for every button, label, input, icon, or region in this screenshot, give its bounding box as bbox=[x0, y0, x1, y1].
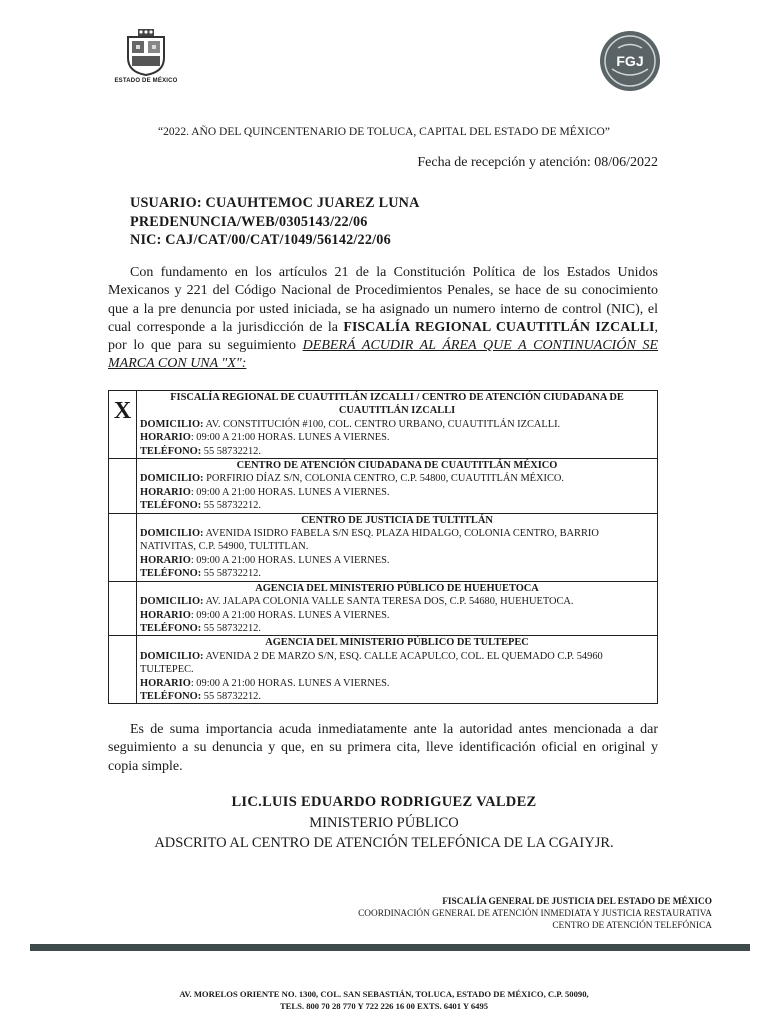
address-line1: AV. MORELOS ORIENTE NO. 1300, COL. SAN SEBASTIÁN, TOLUCA, ESTADO DE MÉXICO, C.P. 50090, bbox=[179, 989, 589, 999]
office-address bbox=[140, 595, 654, 608]
office-phone-label: TELÉFONO: bbox=[140, 622, 202, 634]
office-address bbox=[140, 527, 654, 554]
office-hours-label: HORARIO bbox=[140, 486, 191, 498]
office-hours-value: : 09:00 A 21:00 HORAS. LUNES A VIERNES. bbox=[190, 554, 390, 566]
office-phone bbox=[140, 445, 654, 458]
instruction-underlined: DEBERÁ ACUDIR AL ÁREA QUE A CONTINUACIÓN SE MARCA CON UNA "X": bbox=[108, 338, 658, 372]
office-phone bbox=[140, 690, 654, 703]
office-hours-value: : 09:00 A 21:00 HORAS. LUNES A VIERNES. bbox=[190, 486, 390, 498]
intro-text: Con fundamento en los artículos 21 de la Constitución Política de los Estados Unidos Mexicanos y 221 del Código Nacional de Procedimientos Penales, se hace de su conocimiento que a la pre denuncia por usted iniciada, se ha asignado un numero interno de control (NIC), el cual corresponde a la jurisdicción de la bbox=[108, 265, 658, 335]
footer-org-line1: FISCALÍA GENERAL DE JUSTICIA DEL ESTADO DE MÉXICO bbox=[442, 897, 712, 907]
office-info bbox=[137, 581, 658, 636]
office-phone-label: TELÉFONO: bbox=[140, 690, 202, 702]
footer-organization bbox=[358, 896, 712, 932]
office-phone-value: 55 58732212. bbox=[201, 568, 261, 580]
office-address-label: DOMICILIO: bbox=[140, 596, 204, 608]
office-hours bbox=[140, 486, 654, 499]
office-hours bbox=[140, 677, 654, 690]
office-address-value: AVENIDA ISIDRO FABELA S/N ESQ. PLAZA HIDALGO, COLONIA CENTRO, BARRIO NATIVITAS, C.P. 54900, TULTITLAN. bbox=[140, 528, 599, 553]
signer-area: ADSCRITO AL CENTRO DE ATENCIÓN TELEFÓNICA DE LA CGAIYJR. bbox=[154, 835, 614, 851]
office-address bbox=[140, 472, 654, 485]
footer-divider-bar bbox=[30, 944, 750, 951]
office-address-label: DOMICILIO: bbox=[140, 473, 204, 485]
office-address-label: DOMICILIO: bbox=[140, 418, 204, 430]
fgj-seal bbox=[598, 29, 662, 93]
address-line2: TELS. 800 70 28 770 Y 722 226 16 00 EXTS. 6401 Y 6495 bbox=[279, 1001, 489, 1011]
office-hours bbox=[140, 609, 654, 622]
office-title: FISCALÍA REGIONAL DE CUAUTITLÁN IZCALLI / CENTRO DE ATENCIÓN CIUDADANA DE CUAUTITLÁN IZCALLI bbox=[170, 392, 624, 417]
office-address-label: DOMICILIO: bbox=[140, 650, 204, 662]
office-address bbox=[140, 418, 654, 431]
selection-mark bbox=[109, 459, 137, 514]
intro-paragraph bbox=[108, 264, 658, 374]
closing-text: Es de suma importancia acuda inmediatamente ante la autoridad antes mencionada a dar seguimiento a su denuncia y que, en su primera cita, lleve identificación oficial en original y copia simple. bbox=[108, 722, 658, 774]
office-hours-label: HORARIO bbox=[140, 677, 191, 689]
predenuncia-line: PREDENUNCIA/WEB/0305143/22/06 bbox=[130, 213, 368, 230]
office-row bbox=[109, 459, 658, 514]
office-phone-value: 55 58732212. bbox=[201, 445, 261, 457]
office-address-value: PORFIRIO DÍAZ S/N, COLONIA CENTRO, C.P. 54800, CUAUTITLÁN MÉXICO. bbox=[203, 473, 565, 485]
office-phone-value: 55 58732212. bbox=[201, 622, 261, 634]
jurisdiction-name: FISCALÍA REGIONAL CUAUTITLÁN IZCALLI bbox=[343, 319, 655, 335]
office-address-value: AV. CONSTITUCIÓN #100, COL. CENTRO URBANO, CUAUTITLÁN IZCALLI. bbox=[203, 418, 561, 430]
office-info bbox=[137, 636, 658, 704]
selection-mark bbox=[109, 581, 137, 636]
offices-table bbox=[108, 390, 658, 704]
office-row bbox=[109, 513, 658, 581]
office-hours-value: : 09:00 A 21:00 HORAS. LUNES A VIERNES. bbox=[190, 609, 390, 621]
selection-mark bbox=[109, 513, 137, 581]
office-info bbox=[137, 391, 658, 459]
office-title: CENTRO DE ATENCIÓN CIUDADANA DE CUAUTITLÁN MÉXICO bbox=[236, 460, 558, 472]
office-hours-label: HORARIO bbox=[140, 609, 191, 621]
office-phone bbox=[140, 622, 654, 635]
footer-org-line3: CENTRO DE ATENCIÓN TELEFÓNICA bbox=[552, 921, 712, 931]
office-title: CENTRO DE JUSTICIA DE TULTITLÁN bbox=[301, 514, 493, 526]
usuario-line: USUARIO: CUAUHTEMOC JUAREZ LUNA bbox=[130, 195, 420, 211]
office-address bbox=[140, 650, 654, 677]
office-hours-label: HORARIO bbox=[140, 554, 191, 566]
signer-name: LIC.LUIS EDUARDO RODRIGUEZ VALDEZ bbox=[231, 794, 537, 810]
fgj-seal-icon bbox=[598, 29, 662, 93]
signature-block bbox=[0, 792, 768, 854]
case-identifiers bbox=[130, 194, 420, 250]
office-address-value: AVENIDA 2 DE MARZO S/N, ESQ. CALLE ACAPULCO, COL. EL QUEMADO C.P. 54960 TULTEPEC. bbox=[140, 650, 603, 676]
office-hours-value: : 09:00 A 21:00 HORAS. LUNES A VIERNES. bbox=[190, 432, 390, 444]
year-motto: “2022. AÑO DEL QUINCENTENARIO DE TOLUCA, CAPITAL DEL ESTADO DE MÉXICO” bbox=[158, 126, 610, 138]
coat-of-arms-icon bbox=[124, 28, 168, 76]
office-title: AGENCIA DEL MINISTERIO PÚBLICO DE TULTEPEC bbox=[265, 637, 529, 649]
office-hours bbox=[140, 554, 654, 567]
office-title: AGENCIA DEL MINISTERIO PÚBLICO DE HUEHUETOCA bbox=[255, 582, 539, 594]
office-hours-label: HORARIO bbox=[140, 432, 191, 444]
selection-mark bbox=[109, 636, 137, 704]
intro-text-2: , por lo que para su seguimiento bbox=[108, 319, 658, 354]
office-phone-label: TELÉFONO: bbox=[140, 500, 202, 512]
office-row bbox=[109, 581, 658, 636]
office-info bbox=[137, 513, 658, 581]
footer-org-line2: COORDINACIÓN GENERAL DE ATENCIÓN INMEDIATA Y JUSTICIA RESTAURATIVA bbox=[358, 909, 712, 919]
footer-address bbox=[0, 988, 768, 1012]
office-address-label: DOMICILIO: bbox=[140, 528, 204, 540]
office-phone-value: 55 58732212. bbox=[201, 690, 261, 702]
office-info bbox=[137, 459, 658, 514]
reception-date: Fecha de recepción y atención: 08/06/2022 bbox=[417, 155, 658, 170]
office-phone bbox=[140, 499, 654, 512]
office-hours bbox=[140, 431, 654, 444]
office-phone-label: TELÉFONO: bbox=[140, 445, 202, 457]
fgj-seal-text: FGJ bbox=[616, 53, 644, 69]
office-phone-label: TELÉFONO: bbox=[140, 568, 202, 580]
signer-role: MINISTERIO PÚBLICO bbox=[309, 814, 459, 831]
nic-line: NIC: CAJ/CAT/00/CAT/1049/56142/22/06 bbox=[130, 232, 391, 248]
office-address-value: AV. JALAPA COLONIA VALLE SANTA TERESA DOS, C.P. 54680, HUEHUETOCA. bbox=[203, 596, 574, 608]
office-phone bbox=[140, 567, 654, 580]
logo-caption: ESTADO DE MÉXICO bbox=[114, 78, 178, 84]
office-row bbox=[109, 391, 658, 459]
office-row bbox=[109, 636, 658, 704]
closing-paragraph bbox=[108, 721, 658, 776]
estado-de-mexico-logo bbox=[110, 28, 182, 98]
office-hours-value: : 09:00 A 21:00 HORAS. LUNES A VIERNES. bbox=[190, 677, 390, 689]
office-phone-value: 55 58732212. bbox=[201, 500, 261, 512]
selection-mark: X bbox=[109, 391, 137, 459]
